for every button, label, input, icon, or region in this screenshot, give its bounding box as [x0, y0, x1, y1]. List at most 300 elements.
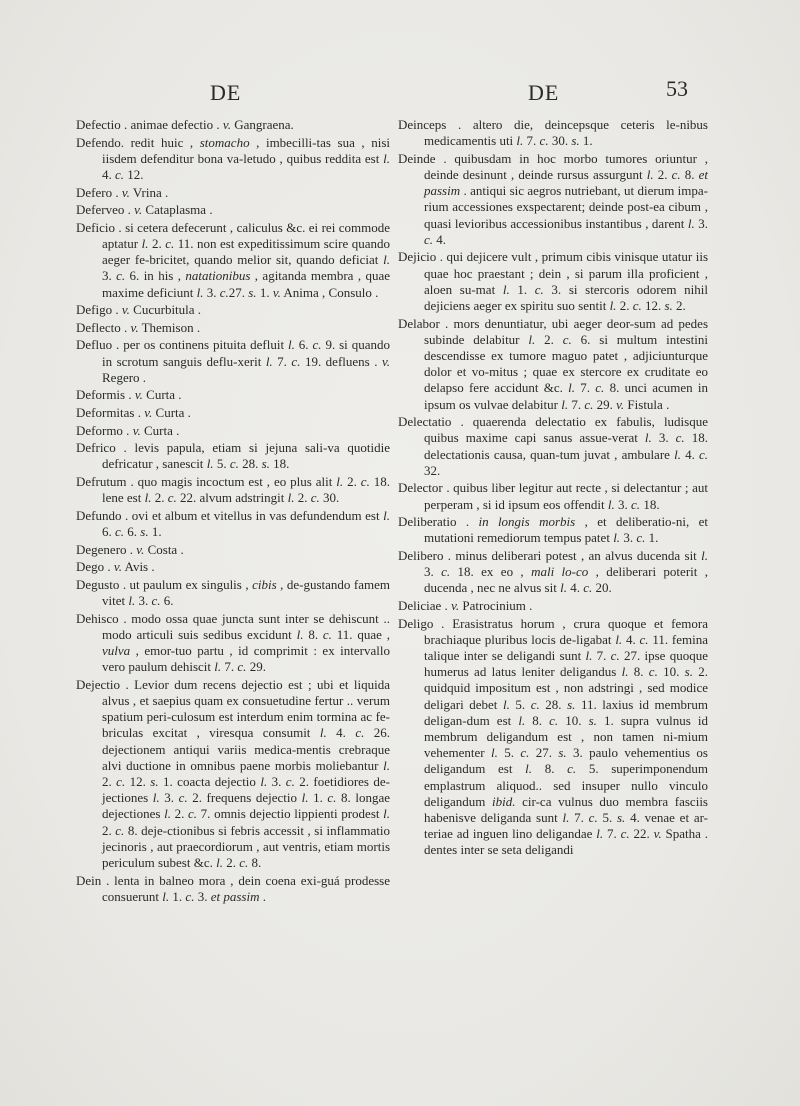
entry-text: 8.	[248, 854, 262, 870]
entry-italic-text: v.	[113, 559, 122, 575]
entry-text: 3.	[424, 564, 442, 580]
entry-text: 3.	[135, 592, 152, 608]
entry-text: Degusto . ut paulum ex singulis ,	[76, 576, 253, 592]
entry-italic-text: c.	[355, 725, 365, 741]
entry-italic-text: c.	[530, 696, 540, 712]
entry-italic-text: c.	[185, 888, 195, 904]
entry-text: 3.	[159, 790, 179, 806]
entry-italic-text: c.	[567, 761, 577, 777]
entry-text: 5.	[213, 456, 230, 472]
entry-text: 7.	[569, 810, 589, 826]
entry-italic-text: c.	[424, 231, 434, 247]
entry-text: 7. omnis dejectio lippienti prodest	[197, 806, 384, 822]
entry-italic-text: et passim	[424, 167, 709, 199]
entry-text: 27.	[228, 284, 249, 300]
entry-text: 10.	[657, 664, 685, 680]
entry-text: 27. ipse quoque humerus ad latus leniter deligandus	[424, 648, 709, 680]
entry-text: 3.	[620, 530, 637, 546]
entry-italic-text: s.	[664, 298, 673, 314]
entry-italic-text: l.	[525, 761, 533, 777]
entry-text: 2. quidquid impositum est , non adstringi , sed modice deligari debet	[424, 664, 709, 712]
right-column	[398, 117, 708, 860]
dictionary-entry	[76, 677, 390, 871]
entry-text: , de-gustando famem vitet	[102, 576, 390, 608]
entry-text: 5.	[597, 810, 617, 826]
entry-italic-text: in longis morbis	[478, 514, 576, 530]
entry-text: 2.	[343, 473, 361, 489]
entry-italic-text: l.	[687, 215, 695, 231]
entry-text: Defero .	[76, 184, 122, 200]
entry-italic-text: v.	[451, 598, 460, 614]
entry-text: 2.	[102, 773, 117, 789]
entry-text: 28.	[238, 456, 262, 472]
entry-text: Curta .	[140, 422, 180, 438]
dictionary-entry	[398, 316, 708, 413]
entry-text: Dego .	[76, 559, 114, 575]
entry-text: 6.	[102, 523, 115, 539]
entry-text: 8. deje-ctionibus si febris accessit , si inflammatio jecinoris , aut praecordiorum , aut ventris, etiam mortis periculum subest &c.	[102, 822, 390, 870]
entry-italic-text: stomacho	[199, 134, 250, 150]
entry-italic-text: c.	[312, 337, 322, 353]
entry-italic-text: c.	[539, 133, 549, 149]
entry-italic-text: c.	[648, 664, 658, 680]
entry-text: Vrina .	[129, 184, 169, 200]
entry-text: Fistula .	[624, 396, 670, 412]
entry-text: 3.	[651, 430, 676, 446]
entry-italic-text: cibis	[252, 576, 277, 592]
entry-text: Defluo . per os continens pituita defluit	[76, 337, 288, 353]
dictionary-entry	[76, 117, 390, 133]
entry-italic-text: l.	[319, 725, 327, 741]
entry-text: Deligo . Erasistratus horum , crura quoque et femora brachiaque pluribus locis de-ligabat	[398, 615, 708, 647]
entry-italic-text: natationibus	[185, 268, 251, 284]
entry-italic-text: c.	[639, 631, 649, 647]
entry-italic-text: v.	[136, 541, 145, 557]
entry-italic-text: l.	[646, 167, 654, 182]
entry-text: 1.	[645, 530, 659, 546]
entry-text: 3.	[614, 496, 632, 512]
entry-italic-text: c.	[237, 659, 247, 675]
entry-italic-text: c.	[116, 268, 126, 284]
entry-italic-text: c.	[441, 564, 451, 580]
entry-text: Delectatio . quaerenda delectatio ex fabulis, ludisque quibus maxime capi sanus assue-verat	[398, 414, 708, 446]
entry-text: 29.	[593, 396, 617, 412]
entry-italic-text: l.	[162, 888, 170, 904]
entry-italic-text: l.	[644, 430, 652, 446]
entry-text: 2.	[148, 235, 166, 251]
entry-text: Dein . lenta in balneo mora , dein coena exi-guá prodesse consuerunt	[76, 872, 390, 904]
dictionary-entry	[398, 598, 708, 614]
entry-text: 1.	[169, 888, 186, 904]
running-header	[0, 76, 800, 110]
entry-italic-text: c.	[588, 810, 598, 826]
entry-italic-text: v.	[381, 353, 391, 369]
entry-text: cir-ca vulnus duo membra fasciis habenisve deliganda sunt	[424, 793, 708, 826]
entry-text: Delector . quibus liber legitur aut recte , si delectantur ; aut perperam , si id ipsum eos offendit	[398, 480, 708, 512]
entry-text: Costa .	[144, 541, 184, 557]
entry-italic-text: v.	[134, 387, 143, 403]
dictionary-entry	[76, 559, 390, 575]
entry-text: Defundo . ovi et album et vitellus in vas defundendum est	[76, 507, 384, 523]
dictionary-entry	[398, 480, 708, 512]
entry-text: 22. alvum adstringit	[176, 490, 288, 506]
entry-text: 8.	[532, 761, 568, 777]
entry-italic-text: l.	[585, 648, 593, 664]
entry-text: 4.	[622, 631, 640, 647]
entry-text: 6. si multum intestini descendisse ex tumore maguo patet , adjiciunturque dolor et vo-mitus ; quae ex stercore ex cruditate eo delapso fere accidunt &c.	[424, 331, 708, 396]
entry-text: 8. longae dejectiones	[102, 790, 391, 822]
entry-text: Curta .	[142, 387, 182, 403]
entry-italic-text: v.	[616, 396, 625, 412]
entry-italic-text: v.	[134, 202, 143, 218]
entry-text: Spatha . dentes inter se seta deligandi	[424, 826, 709, 858]
entry-italic-text: l.	[296, 626, 304, 642]
entry-italic-text: c.	[520, 745, 530, 761]
entry-text: 29.	[246, 659, 266, 675]
entry-italic-text: v.	[653, 826, 662, 842]
entry-text: 2.	[170, 806, 189, 822]
entry-text: 2.	[653, 167, 672, 182]
entry-italic-text: l.	[383, 507, 390, 523]
entry-italic-text: c.	[115, 822, 125, 838]
entry-text: 12.	[125, 773, 151, 789]
entry-italic-text: l.	[568, 380, 575, 396]
entry-italic-text: l.	[152, 790, 160, 806]
entry-text: 8.	[525, 712, 550, 728]
entry-italic-text: l.	[383, 757, 390, 773]
entry-italic-text: c.	[165, 235, 175, 251]
entry-text: 28.	[539, 696, 568, 712]
dictionary-entry	[76, 474, 390, 506]
entry-text: 18. ex eo ,	[450, 564, 532, 580]
entry-italic-text: vulva	[102, 642, 131, 658]
entry-italic-text: l.	[701, 548, 708, 564]
entry-italic-text: v.	[132, 422, 141, 438]
dictionary-entry	[76, 337, 390, 386]
entry-italic-text: c.	[188, 806, 198, 822]
entry-text: 1.	[509, 281, 535, 297]
entry-italic-text: l.	[336, 473, 344, 489]
entry-text: 18.	[269, 456, 290, 472]
entry-italic-text: ibid.	[492, 793, 516, 809]
entry-text: 11. laxius id membrum deligan-dum est	[424, 696, 708, 728]
entry-italic-text: l.	[615, 631, 623, 647]
entry-text: 7.	[603, 826, 621, 842]
entry-italic-text: l.	[141, 235, 149, 251]
dictionary-entry	[76, 202, 390, 218]
entry-italic-text: mali lo-co	[531, 564, 589, 580]
entry-text: 7.	[568, 396, 585, 412]
entry-text: , deliberari poterit , ducenda , nec ne alvus sit	[424, 564, 708, 596]
dictionary-entry	[398, 414, 708, 479]
entry-italic-text: l.	[596, 826, 604, 842]
entry-text: 4.	[326, 725, 356, 741]
entry-text: 3.	[267, 773, 286, 789]
entry-italic-text: c.	[116, 773, 126, 789]
entry-text: Deformis .	[76, 387, 135, 403]
entry-italic-text: c.	[610, 648, 620, 664]
entry-italic-text: l.	[383, 150, 390, 166]
entry-text: 2.	[616, 298, 633, 314]
entry-italic-text: s.	[248, 284, 257, 300]
entry-italic-text: c.	[698, 446, 709, 462]
entry-text: 2. frequens dejectio	[187, 790, 302, 806]
dictionary-entry	[76, 185, 390, 201]
entry-text: 18.	[640, 496, 660, 512]
entry-text: , et deliberatio-ni, et mutationi remediorum tempus patet	[424, 514, 709, 546]
entry-italic-text: c.	[675, 430, 685, 446]
entry-text: Regero .	[102, 369, 147, 385]
entry-italic-text: s.	[140, 523, 149, 539]
entry-text: , emor-tuo partu , id comprimit : ex intervallo vero paulum dehiscit	[102, 642, 390, 675]
entry-text: 18. lene est	[102, 473, 391, 506]
entry-text: 8.	[628, 664, 649, 680]
entry-italic-text: l.	[206, 456, 214, 472]
entry-italic-text: l.	[288, 337, 295, 353]
entry-text: 7.	[575, 380, 596, 396]
entry-italic-text: v.	[144, 404, 153, 420]
entry-italic-text: s.	[150, 773, 159, 789]
entry-text: 3.	[102, 268, 117, 284]
entry-italic-text: c.	[310, 490, 320, 506]
entry-italic-text: s.	[684, 664, 693, 680]
entry-text: Cataplasma .	[142, 202, 213, 218]
entry-italic-text: l.	[301, 790, 309, 806]
entry-italic-text: c.	[291, 353, 301, 369]
entry-italic-text: c.	[115, 167, 125, 182]
entry-text: 6.	[294, 337, 313, 353]
entry-italic-text: c.	[178, 790, 188, 806]
entry-italic-text: l.	[128, 592, 136, 608]
entry-text: Deficio . si cetera defecerunt , caliculus &c. ei rei commode aptatur	[76, 219, 390, 251]
dictionary-entry	[76, 220, 390, 301]
entry-italic-text: v.	[272, 284, 281, 300]
entry-italic-text: c.	[167, 490, 177, 506]
entry-text: 3.	[194, 888, 211, 904]
dictionary-entry	[76, 302, 390, 318]
entry-italic-text: l.	[502, 696, 510, 712]
entry-text: 30.	[319, 490, 340, 506]
entry-text: 8. unci acumen in ipsum os vulvae delabitur	[424, 380, 709, 412]
entry-italic-text: c.	[632, 298, 642, 314]
entry-text: Defrutum . quo magis incoctum est , eo plus alit	[76, 473, 337, 489]
entry-text: 10.	[558, 712, 589, 728]
entry-text: 2.	[294, 490, 311, 506]
entry-italic-text: c.	[671, 167, 681, 182]
dictionary-entry	[76, 542, 390, 558]
entry-text: Defectio . animae defectio .	[76, 117, 223, 132]
entry-text: . antiqui sic aegros nutriebant, ut dierum impa-rium accessiones exspectarent; deinde post-ea cibum , quasi levioribus accessionibus instantibus , darent	[424, 183, 708, 231]
entry-italic-text: l.	[562, 810, 570, 826]
entry-text: 4.	[566, 580, 584, 596]
entry-italic-text: c.	[584, 396, 594, 412]
entry-text: Cucurbitula .	[129, 302, 202, 318]
entry-italic-text: s.	[558, 745, 567, 761]
entry-text: 3. paulo vehementius os deligandum est	[424, 745, 708, 777]
dictionary-entry	[398, 117, 708, 149]
entry-italic-text: l.	[674, 446, 681, 462]
entry-text: 4.	[433, 231, 447, 247]
dictionary-entry	[398, 151, 708, 248]
entry-italic-text: l.	[621, 664, 629, 680]
entry-italic-text: l.	[196, 284, 204, 300]
entry-text: 1. coacta dejectio	[158, 773, 261, 789]
entry-text: 11. femina talique inter se deligandi sunt	[424, 631, 708, 664]
entry-italic-text: c.	[229, 456, 239, 472]
entry-italic-text: l.	[502, 281, 510, 297]
entry-italic-text: et passim	[210, 888, 260, 904]
entry-text: , imbecilli-tas sua , nisi iisdem defenditur bona va-letudo , quibus reddita est	[102, 134, 391, 166]
entry-text: 19. defluens .	[300, 353, 382, 369]
entry-text: Deformo .	[76, 422, 133, 438]
entry-text: Delibero . minus deliberari potest , an alvus ducenda sit	[398, 548, 702, 564]
entry-italic-text: v.	[130, 319, 139, 335]
dictionary-entry	[76, 611, 390, 676]
entry-text: 6. in his ,	[125, 268, 186, 284]
entry-text: 22.	[629, 826, 654, 842]
entry-text: 18. delectationis causa, quan-tum juvat , ambulare	[424, 430, 709, 462]
entry-text: 3.	[694, 215, 708, 231]
entry-italic-text: l.	[528, 331, 536, 347]
entry-italic-text: l.	[383, 252, 390, 268]
dictionary-entry	[76, 873, 390, 905]
dictionary-entry	[76, 320, 390, 336]
entry-italic-text: l.	[491, 745, 498, 761]
entry-italic-text: s.	[567, 696, 576, 712]
entry-text: 20.	[592, 580, 612, 596]
entry-text: 8.	[680, 167, 699, 182]
entry-italic-text: l.	[164, 806, 171, 822]
entry-text: Dejectio . Levior dum recens dejectio est ; ubi et liquida alvus , et saepius quam ex consuetudine fertur .. verum spatium peri-culosum est interdum enim tormina ac fe-briculas excitat , viresqua consumit	[76, 676, 390, 741]
entry-italic-text: l.	[609, 298, 617, 314]
entry-text: Deferveo .	[76, 202, 135, 218]
dictionary-entry	[76, 440, 390, 472]
entry-italic-text: c.	[534, 281, 544, 297]
entry-text: Defrico . levis papula, etiam si jejuna sali-va quotidie defricatur , sanescit	[76, 440, 390, 472]
entry-text: Deflecto .	[76, 319, 131, 335]
entry-text: Avis .	[121, 559, 155, 575]
entry-italic-text: l.	[214, 659, 222, 675]
entry-italic-text: c.	[219, 284, 229, 300]
entry-text: 2.	[222, 854, 240, 870]
entry-text: 1.	[256, 284, 273, 300]
dictionary-entry	[76, 135, 390, 184]
entry-text: 4. venae et ar-teriae ad inguen lino deligandae	[424, 810, 709, 842]
entry-italic-text: l.	[260, 773, 268, 789]
entry-text: 2. foetidiores de-jectiones	[102, 773, 391, 806]
entry-italic-text: l.	[216, 854, 223, 870]
entry-text: 32.	[424, 462, 441, 478]
dictionary-entry	[76, 405, 390, 421]
dictionary-entry	[398, 548, 708, 597]
page-number: 53	[666, 76, 688, 101]
entry-text: 27.	[529, 745, 559, 761]
entry-text: Patrocinium .	[459, 598, 533, 614]
entry-italic-text: c.	[620, 826, 630, 842]
entry-italic-text: c.	[322, 626, 332, 642]
entry-italic-text: s.	[261, 456, 270, 472]
entry-italic-text: l.	[383, 806, 391, 822]
entry-italic-text: s.	[588, 712, 597, 728]
entry-text: Deinceps . altero die, deincepsque ceteris le-nibus medicamentis uti	[398, 117, 708, 149]
entry-text: 4.	[102, 167, 115, 182]
entry-text: 2.	[151, 490, 168, 506]
entry-text: Deformitas .	[76, 404, 145, 420]
dictionary-entry	[398, 616, 708, 859]
entry-text: 26. dejectionem antiqui variis medica-mentis crebraque alvi ductione in omnibus paene morbis moliebantur	[102, 725, 391, 773]
entry-text: 7.	[523, 133, 540, 149]
entry-text: Degenero .	[76, 541, 137, 557]
entry-text: Themison .	[138, 319, 201, 335]
entry-italic-text: l.	[607, 496, 615, 512]
entry-text: Deliciae .	[398, 598, 452, 614]
entry-text: 2.	[102, 822, 116, 838]
entry-text: 11. quae ,	[331, 626, 391, 642]
entry-text: 3. si stercoris odorem nihil dejiciens aeger ex spiritu suo sentit	[424, 281, 709, 314]
dictionary-entry	[76, 387, 390, 403]
dictionary-entry	[398, 514, 708, 546]
entry-text: Defendo. redit huic ,	[76, 134, 200, 150]
entry-text: Delabor . mors denuntiatur, ubi aeger deor-sum ad pedes subinde delabitur	[398, 315, 708, 347]
entry-italic-text: l.	[561, 396, 569, 412]
entry-text: 11. non est expeditissimum scire quando aeger fe-bricitet, quando melior sit, quando deficiat	[102, 235, 391, 268]
entry-italic-text: l.	[560, 580, 567, 596]
dictionary-entry	[398, 249, 708, 314]
entry-text: , agitanda membra , quae maxime deficiunt	[102, 268, 390, 300]
dictionary-entry	[76, 508, 390, 540]
entry-text: 7.	[272, 353, 292, 369]
entry-italic-text: c.	[595, 380, 605, 396]
entry-italic-text: c.	[151, 592, 161, 608]
entry-text: 6.	[124, 523, 141, 539]
entry-italic-text: v.	[222, 117, 231, 132]
entry-italic-text: l.	[516, 133, 524, 149]
entry-text: Deliberatio .	[398, 514, 479, 530]
entry-text: 4.	[680, 446, 699, 462]
entry-text: Dejicio . qui dejicere vult , primum cibis vinisque utatur iis quae hoc praestant ; dein , si parum illa proficient , aloen su-mat	[398, 249, 708, 297]
entry-text: 2.	[535, 331, 563, 347]
left-column	[76, 117, 390, 906]
entry-italic-text: c.	[583, 580, 593, 596]
entry-text: Defigo .	[76, 302, 122, 318]
entry-text: 5.	[497, 745, 521, 761]
entry-italic-text: c.	[562, 331, 572, 347]
entry-text: Curta .	[152, 404, 191, 420]
entry-italic-text: c.	[549, 712, 559, 728]
entry-italic-text: v.	[121, 184, 130, 200]
entry-text: 6.	[160, 592, 174, 608]
dictionary-entry	[76, 423, 390, 439]
entry-text: 3.	[203, 284, 220, 300]
entry-text: Deinde . quibusdam in hoc morbo tumores oriuntur , deinde desinunt , deinde rursus assurgunt	[398, 150, 708, 182]
entry-italic-text: c.	[631, 496, 641, 512]
entry-italic-text: c.	[239, 854, 249, 870]
entry-italic-text: s.	[617, 810, 626, 826]
header-left-title: DE	[210, 80, 242, 105]
entry-text: 2.	[672, 298, 686, 314]
entry-text: .	[259, 888, 266, 904]
entry-italic-text: c.	[285, 773, 295, 789]
entry-italic-text: c.	[360, 473, 370, 489]
entry-text: 9. si quando in scrotum sanguis deflu-xerit	[102, 337, 390, 369]
entry-italic-text: l.	[518, 712, 526, 728]
entry-text: 1. supra vulnus id membrum deligandum est , non tamen ni-mium vehementer	[424, 712, 708, 761]
entry-text: 1.	[308, 790, 328, 806]
entry-text: 8.	[303, 626, 323, 642]
header-right-title: DE	[528, 80, 560, 105]
entry-text: 1.	[579, 133, 593, 149]
entry-text: Dehisco . modo ossa quae juncta sunt inter se dehiscunt .. modo articuli suis sedibus excidunt	[76, 610, 390, 642]
